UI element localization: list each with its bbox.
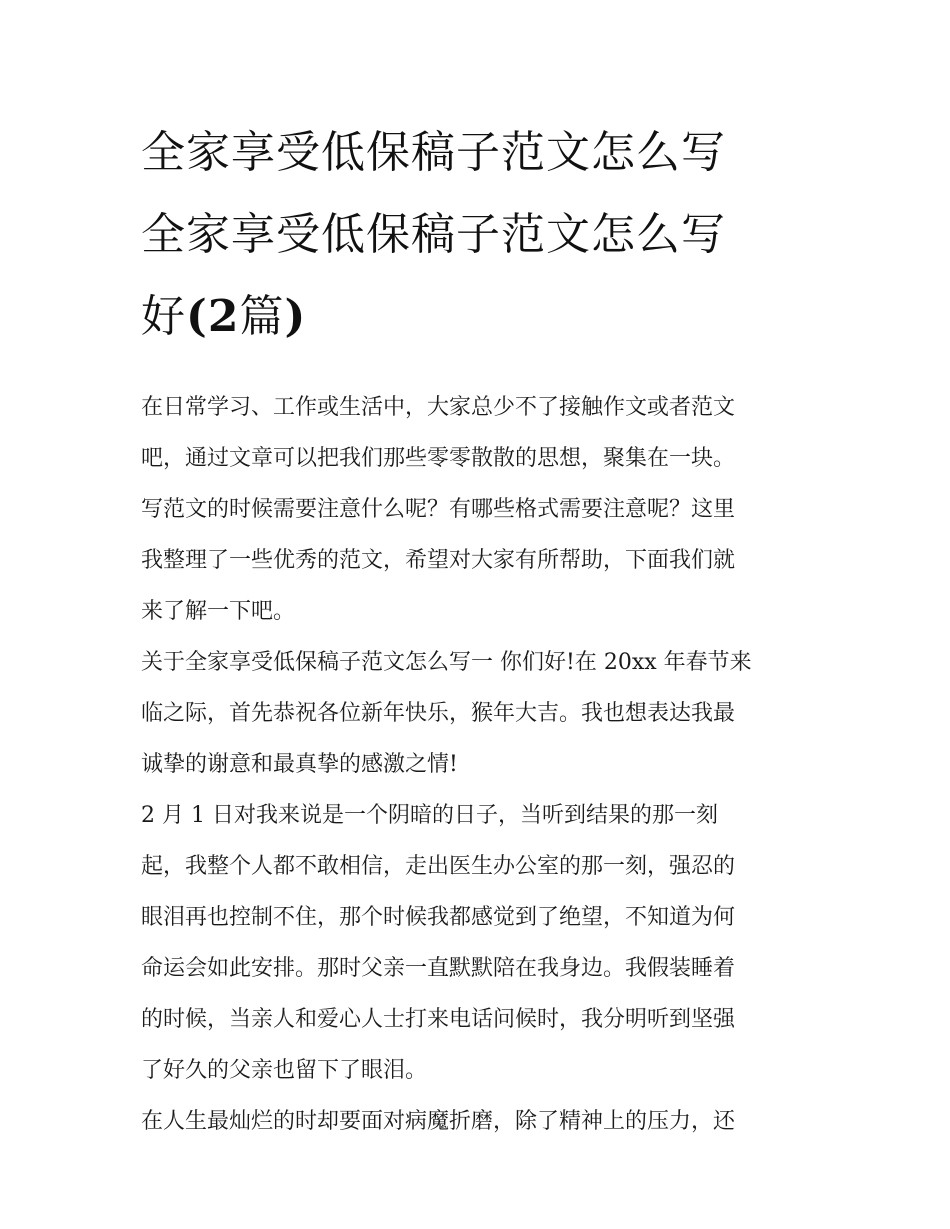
text-line: 在日常学习、工作或生活中，大家总少不了接触作文或者范文 xyxy=(141,395,736,420)
text-line: 诚挚的谢意和最真挚的感激之情! xyxy=(141,752,458,777)
text-line: 我整理了一些优秀的范文，希望对大家有所帮助，下面我们就 xyxy=(141,548,736,573)
text-line: 临之际，首先恭祝各位新年快乐，猴年大吉。我也想表达我最 xyxy=(141,701,736,726)
document-title xyxy=(141,112,813,358)
text-line: 命运会如此安排。那时父亲一直默默陪在我身边。我假装睡着 xyxy=(141,956,736,981)
text-line: 在人生最灿烂的时却要面对病魔折磨，除了精神上的压力，还 xyxy=(141,1109,736,1134)
paragraph-story xyxy=(141,790,813,1096)
title-line-2: 全家享受低保稿子范文怎么写 xyxy=(141,209,726,260)
title-line-3-prefix: 好 xyxy=(141,291,186,342)
title-line-3-unit: 篇 xyxy=(239,291,285,342)
title-line-3-close: ) xyxy=(284,291,307,342)
text-line: 2 月 1 日对我来说是一个阴暗的日子，当听到结果的那一刻 xyxy=(141,803,718,828)
text-line: 关于全家享受低保稿子范文怎么写一 你们好!在 20xx 年春节来 xyxy=(141,650,752,675)
title-line-3-count: (2 xyxy=(186,291,240,342)
title-line-3 xyxy=(141,276,813,358)
text-line: 的时候，当亲人和爱心人士打来电话问候时，我分明听到坚强 xyxy=(141,1007,736,1032)
paragraph-intro xyxy=(141,382,813,637)
title-line-1: 全家享受低保稿子范文怎么写 xyxy=(141,127,726,178)
text-line: 来了解一下吧。 xyxy=(141,599,296,624)
document-page xyxy=(141,112,813,1147)
text-line: 写范文的时候需要注意什么呢？有哪些格式需要注意呢？这里 xyxy=(141,497,736,522)
text-line: 吧，通过文章可以把我们那些零零散散的思想，聚集在一块。 xyxy=(141,446,736,471)
text-line: 起，我整个人都不敢相信，走出医生办公室的那一刻，强忍的 xyxy=(141,854,736,879)
text-line: 了好久的父亲也留下了眼泪。 xyxy=(141,1058,428,1083)
text-line: 眼泪再也控制不住，那个时候我都感觉到了绝望，不知道为何 xyxy=(141,905,736,930)
paragraph-continued xyxy=(141,1096,813,1147)
paragraph-greeting xyxy=(141,637,813,790)
